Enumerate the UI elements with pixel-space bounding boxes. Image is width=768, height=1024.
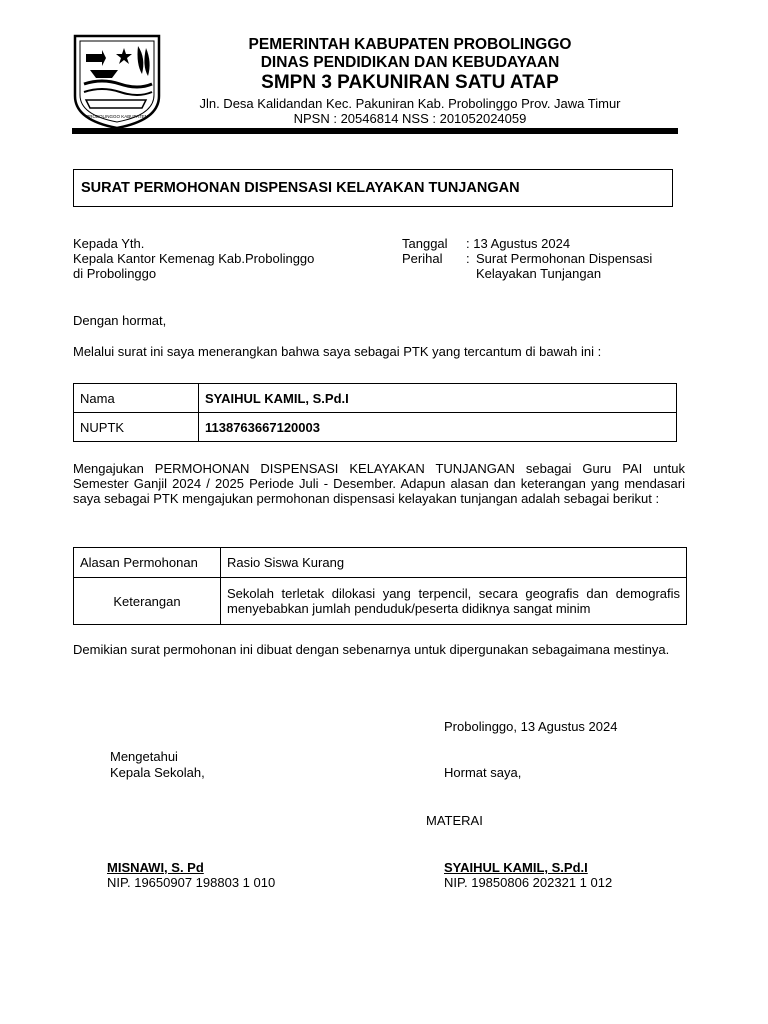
letterhead-government: PEMERINTAH KABUPATEN PROBOLINGGO — [248, 36, 572, 53]
subject-label: Perihal — [402, 251, 443, 266]
reason-table — [73, 547, 687, 625]
acknowledge-label: Mengetahui — [110, 749, 178, 764]
reason-value: Rasio Siswa Kurang — [221, 548, 687, 578]
logo-caption: PROBOLINGGO KABUPATEN — [86, 114, 148, 119]
letterhead-divider — [72, 128, 678, 134]
closing-paragraph: Demikian surat permohonan ini dibuat dengan sebenarnya untuk dipergunakan sebagaimana mestinya. — [73, 642, 670, 657]
applicant-nip: NIP. 19850806 202321 1 012 — [444, 875, 613, 890]
date-value: : 13 Agustus 2024 — [466, 236, 571, 251]
recipient-line3: di Probolinggo — [73, 266, 157, 281]
letterhead-department: DINAS PENDIDIKAN DAN KEBUDAYAAN — [260, 54, 560, 71]
recipient-line2: Kepala Kantor Kemenag Kab.Probolinggo — [73, 251, 315, 266]
name-label: Nama — [74, 384, 199, 413]
applicant-name: SYAIHUL KAMIL, S.Pd.I — [444, 860, 588, 875]
subject-line2: Kelayakan Tunjangan — [476, 266, 602, 281]
reason-label: Alasan Permohonan — [74, 548, 221, 578]
subject-colon: : — [466, 251, 470, 266]
place-date: Probolinggo, 13 Agustus 2024 — [444, 719, 618, 734]
subject-line1: Surat Permohonan Dispensasi — [476, 251, 653, 266]
letter-title: SURAT PERMOHONAN DISPENSASI KELAYAKAN TUNJANGAN — [73, 169, 673, 207]
stamp-placeholder: MATERAI — [426, 813, 483, 828]
principal-title: Kepala Sekolah, — [110, 765, 205, 780]
body-paragraph: Mengajukan PERMOHONAN DISPENSASI KELAYAKAN TUNJANGAN sebagai Guru PAI untuk Semester Ganjil 2024 / 2025 Periode Juli - Desember. Adapun alasan dan keterangan yang mendasari saya sebagai PTK mengajukan permohonan dispensasi kelayakan tunjangan adalah sebagai berikut : — [73, 461, 685, 506]
principal-name: MISNAWI, S. Pd — [107, 860, 204, 875]
description-label: Keterangan — [74, 578, 221, 625]
table-row — [74, 413, 677, 442]
nuptk-value: 1138763667120003 — [199, 413, 677, 442]
table-row — [74, 548, 687, 578]
table-row — [74, 384, 677, 413]
regards-label: Hormat saya, — [444, 765, 522, 780]
identity-table — [73, 383, 677, 442]
recipient-line1: Kepada Yth. — [73, 236, 145, 251]
nuptk-label: NUPTK — [74, 413, 199, 442]
name-value: SYAIHUL KAMIL, S.Pd.I — [199, 384, 677, 413]
letterhead-school: SMPN 3 PAKUNIRAN SATU ATAP — [261, 72, 559, 93]
date-label: Tanggal — [402, 236, 448, 251]
greeting: Dengan hormat, — [73, 313, 167, 328]
table-row — [74, 578, 687, 625]
intro-text: Melalui surat ini saya menerangkan bahwa saya sebagai PTK yang tercantum di bawah ini : — [73, 344, 602, 359]
description-value: Sekolah terletak dilokasi yang terpencil, secara geografis dan demografis menyebabkan jumlah penduduk/peserta didiknya sangat minim — [221, 578, 687, 625]
principal-nip: NIP. 19650907 198803 1 010 — [107, 875, 276, 890]
shield-emblem-icon — [72, 34, 162, 130]
letterhead-address: Jln. Desa Kalidandan Kec. Pakuniran Kab. Probolinggo Prov. Jawa Timur — [199, 96, 621, 111]
regency-logo — [72, 34, 162, 130]
letterhead-ids: NPSN : 20546814 NSS : 201052024059 — [293, 111, 527, 126]
